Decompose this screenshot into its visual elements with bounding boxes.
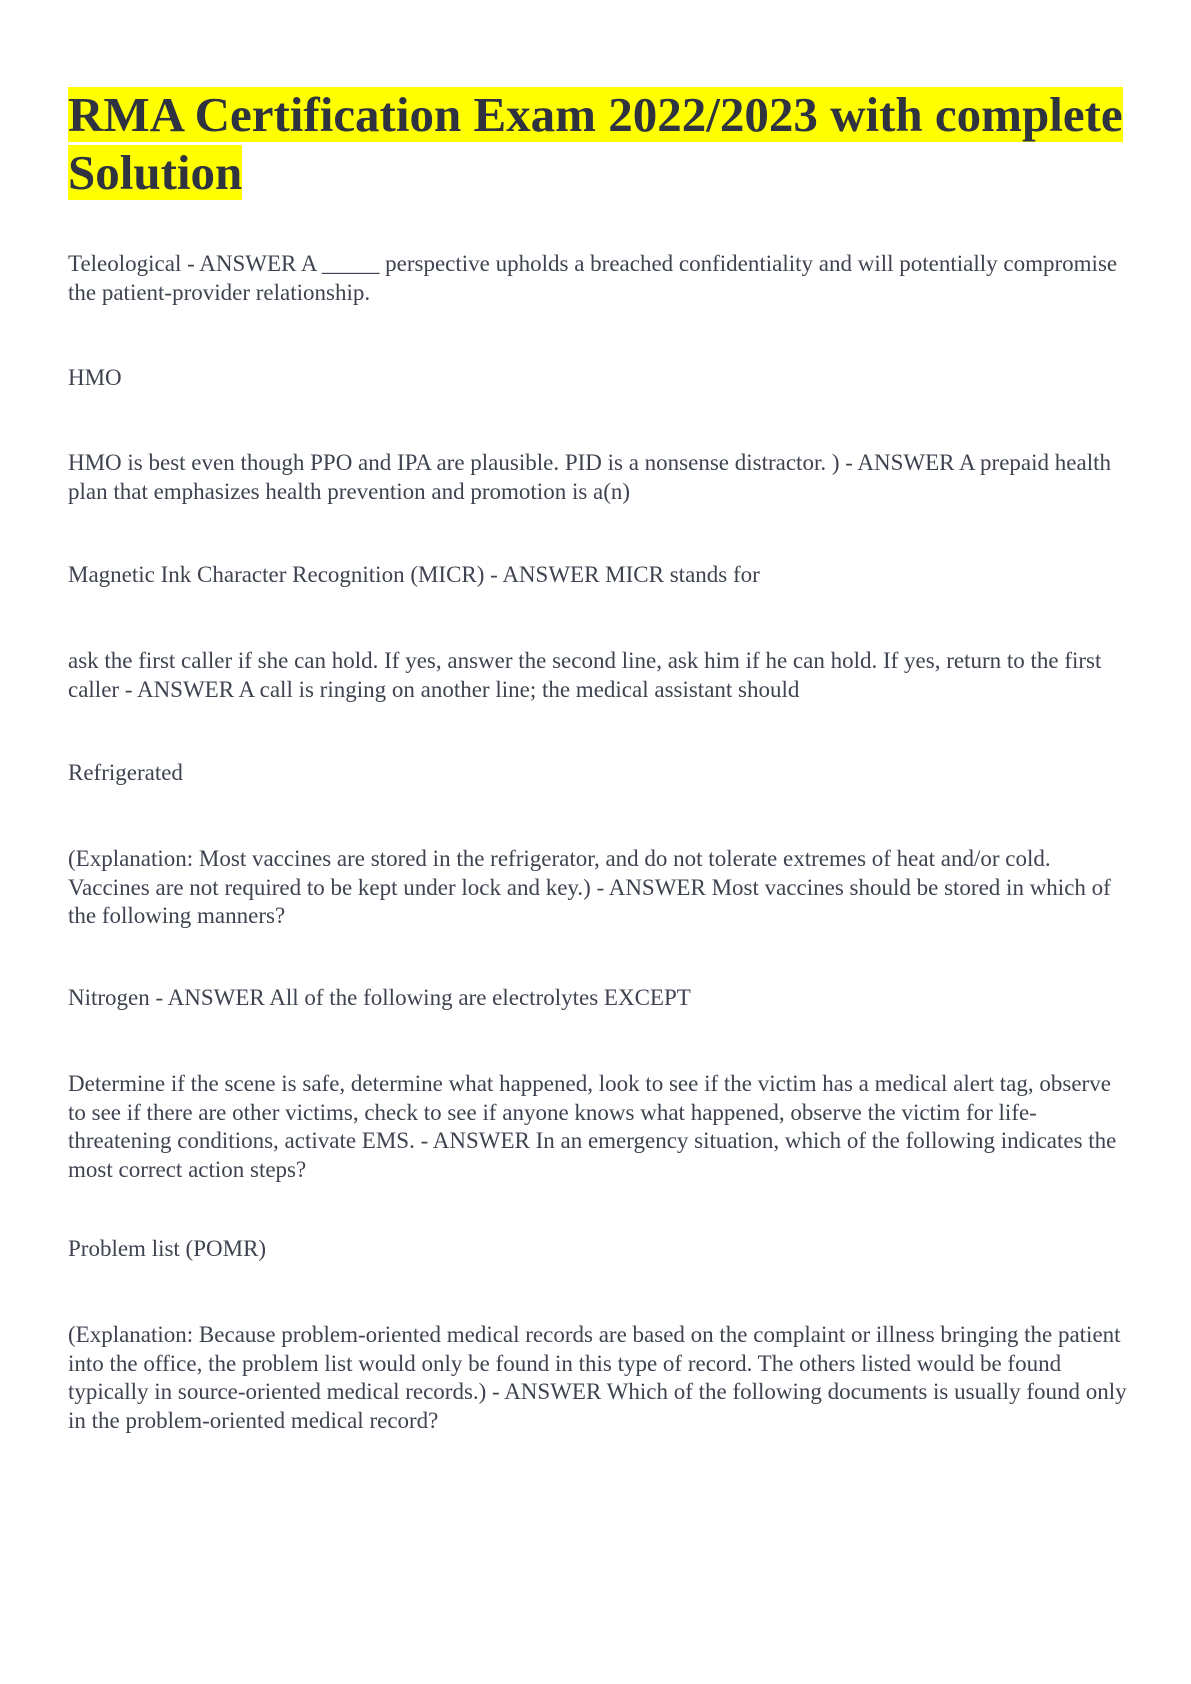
title-line-1: RMA Certification Exam 2022/2023 with complete [68,87,1123,142]
qa-entry-problem-list-answer: Problem list (POMR) [68,1236,267,1261]
title-line-2: Solution [68,145,243,200]
qa-entry-pomr-question: (Explanation: Because problem-oriented medical records are based on the complaint or illness bringing the patient into the office, the problem list would only be found in this type of record. The others listed would be found typically in source-oriented medical records.) - ANSWER Which of the following documents is usually found only in the problem-oriented medical record? [68,1322,1127,1433]
qa-entry-call-holding: ask the first caller if she can hold. If yes, answer the second line, ask him if he can hold. If yes, return to the first caller - ANSWER A call is ringing on another line; the medical assistant should [68,648,1102,702]
qa-entry-refrigerated-answer: Refrigerated [68,760,183,785]
title-heading [68,86,1128,202]
qa-entry-emergency-steps: Determine if the scene is safe, determine what happened, look to see if the victim has a medical alert tag, observe to see if there are other victims, check to see if anyone knows what happened, observe the victim for life-threatening conditions, activate EMS. - ANSWER In an emergency situation, which of the following indicates the most correct action steps? [68,1071,1117,1182]
qa-entry-micr: Magnetic Ink Character Recognition (MICR) - ANSWER MICR stands for [68,562,760,587]
qa-entry-electrolytes: Nitrogen - ANSWER All of the following are electrolytes EXCEPT [68,985,691,1010]
qa-entry-vaccine-storage: (Explanation: Most vaccines are stored in the refrigerator, and do not tolerate extremes of heat and/or cold. Vaccines are not required to be kept under lock and key.) - ANSWER Most vaccines should be stored in which of the following manners? [68,846,1111,928]
qa-entry-hmo-question: HMO is best even though PPO and IPA are plausible. PID is a nonsense distractor. ) - ANSWER A prepaid health plan that emphasizes health prevention and promotion is a(n) [68,450,1111,504]
qa-entry-teleological: Teleological - ANSWER A _____ perspective upholds a breached confidentiality and will potentially compromise the patient-provider relationship. [68,251,1118,305]
document-title [68,86,1128,202]
qa-entry-hmo-answer: HMO [68,365,122,390]
